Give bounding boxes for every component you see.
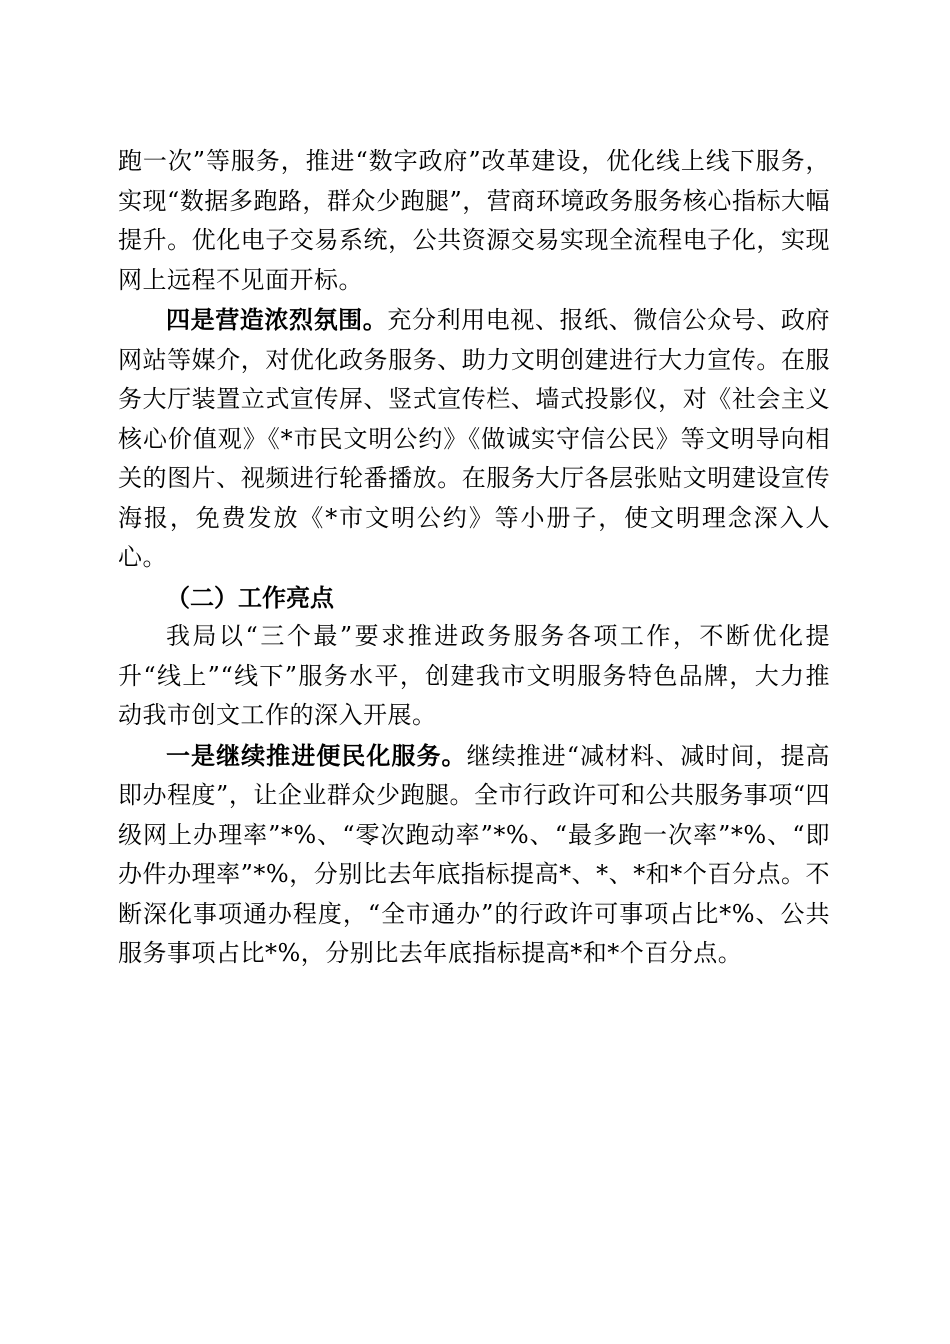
paragraph-continuation: 跑一次”等服务，推进“数字政府”改革建设，优化线上线下服务，实现“数据多跑路，群众少跑腿”，营商环境政务服务核心指标大幅提升。优化电子交易系统，公共资源交易实现全流程电子化，实现网上远程不见面开标。 (118, 147, 830, 294)
paragraph-atmosphere (118, 300, 830, 578)
section-heading: （二）工作亮点 (166, 582, 334, 612)
paragraph-lead: 一是继续推进便民化服务。 (166, 740, 467, 770)
paragraph-convenience-service (118, 736, 830, 974)
paragraph-body: 继续推进“减材料、减时间，提高即办程度”，让企业群众少跑腿。全市行政许可和公共服务事项“四级网上办理率”*%、“零次跑动率”*%、“最多跑一次率”*%、“即办件办理率”*%，分别比去年底指标提高*、*、*和*个百分点。不断深化事项通办程度，“全市通办”的行政许可事项占比*%、公共服务事项占比*%，分别比去年底指标提高*和*个百分点。 (118, 741, 830, 967)
paragraph-body: 充分利用电视、报纸、微信公众号、政府网站等媒介，对优化政务服务、助力文明创建进行大力宣传。在服务大厅装置立式宣传屏、竖式宣传栏、墙式投影仪，对《社会主义核心价值观》《*市民文明公约》《做诚实守信公民》等文明导向相关的图片、视频进行轮番播放。在服务大厅各层张贴文明建设宣传海报，免费发放《*市文明公约》等小册子，使文明理念深入人心。 (118, 306, 831, 571)
paragraph-lead: 四是营造浓烈氛围。 (166, 305, 388, 334)
document-page (118, 142, 830, 974)
paragraph-intro: 我局以“三个最”要求推进政务服务各项工作，不断优化提升“线上”“线下”服务水平，创建我市文明服务特色品牌，大力推动我市创文工作的深入开展。 (118, 622, 830, 729)
